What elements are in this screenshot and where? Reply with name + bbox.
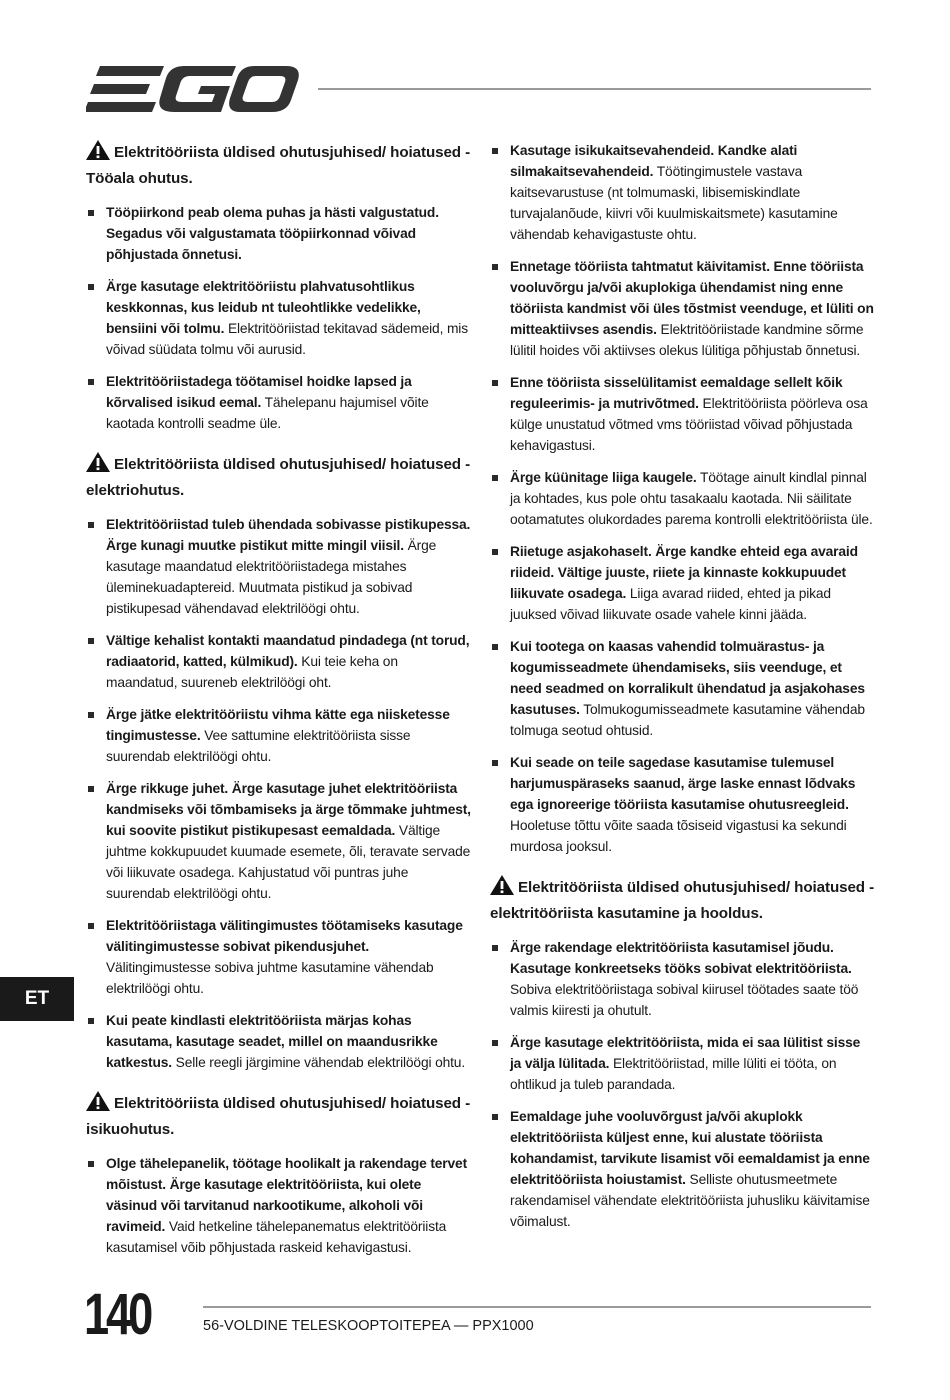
header-rule xyxy=(318,88,871,90)
list-item: Kasutage isikukaitsevahendeid. Kandke alati silmakaitsevahendeid. Töötingimustele vastava kaitsevarustuse (nt tolmumaski, libisemiskindlate turvajalanõude, kiivri või kuulmiskaitsmete) kasutamine vähendab kehavigastuste ohtu. xyxy=(490,140,875,245)
footer-rule xyxy=(203,1306,871,1308)
list-item: Ärge küünitage liiga kaugele. Töötage ainult kindlal pinnal ja kohtades, kus pole ohtu tasakaalu kaotada. Nii säilitate ootamatutes olukordades parema kontrolli elektritööriista üle. xyxy=(490,467,875,530)
bullet xyxy=(88,923,94,929)
warning-icon xyxy=(490,875,514,902)
warning-icon xyxy=(86,1091,110,1118)
list-item: Elektritööriistadega töötamisel hoidke lapsed ja kõrvalised isikud eemal. Tähelepanu hajumisel võite kaotada kontrolli seadme üle. xyxy=(86,371,471,434)
list-item: Eemaldage juhe vooluvõrgust ja/või akuplokk elektritööriista küljest enne, kui alustate tööriista kohandamist, tarvikute lisamist või eemaldamist ja enne elektritööriista hoiustamist. Selliste ohutusmeetmete rakendamisel vähendate elektritööriista juhusliku käivitamise võimalust. xyxy=(490,1106,875,1232)
list-item: Ärge kasutage elektritööriistu plahvatusohtlikus keskkonnas, kus leidub nt tuleohtlikke vedelikke, bensiini või tolmu. Elektritööriistad tekitavad sädemeid, mis võivad süüdata tolmu või aurusid. xyxy=(86,276,471,360)
bullet xyxy=(88,284,94,290)
list-item: Ärge jätke elektritööriistu vihma kätte ega niisketesse tingimustesse. Vee sattumine elektritööriista sisse suurendab elektrilöögi ohtu. xyxy=(86,704,471,767)
list-item: Ärge kasutage elektritööriista, mida ei saa lülitist sisse ja välja lülitada. Elektritööriistad, mille lüliti ei tööta, on ohtlikud ja tuleb parandada. xyxy=(490,1032,875,1095)
bullet xyxy=(88,379,94,385)
bullet xyxy=(492,148,498,154)
list-item: Riietuge asjakohaselt. Ärge kandke ehteid ega avaraid riideid. Vältige juuste, riiete ja kinnaste kokkupuudet liikuvate osadega. Liiga avarad riided, ehted ja pikad juuksed võivad liikuvate osade vahele kinni jääda. xyxy=(490,541,875,625)
list-item: Enne tööriista sisselülitamist eemaldage sellelt kõik reguleerimis- ja mutrivõtmed. Elektritööriista pöörleva osa külge unustatud võtmed vms tööriistad võivad põhjustada kehavigastusi. xyxy=(490,372,875,456)
warning-icon xyxy=(86,452,110,479)
left-column xyxy=(86,140,471,1269)
right-column xyxy=(490,140,875,1243)
list-item: Olge tähelepanelik, töötage hoolikalt ja rakendage tervet mõistust. Ärge kasutage elektritööriista, kui olete väsinud või tarvitanud narkootikume, alkoholi või ravimeid. Vaid hetkeline tähelepanematus elektritööriista kasutamisel võib põhjustada raskeid kehavigastusi. xyxy=(86,1153,471,1258)
ego-logo xyxy=(86,64,300,114)
list-item: Ärge rakendage elektritööriista kasutamisel jõudu. Kasutage konkreetseks tööks sobivat elektritööriista. Sobiva elektritööriistaga sobival kiirusel töötades saate töö valmis kiiresti ja ohutult. xyxy=(490,937,875,1021)
bullet xyxy=(492,644,498,650)
list-item: Vältige kehalist kontakti maandatud pindadega (nt torud, radiaatorid, katted, külmikud). Kui teie keha on maandatud, suureneb elektrilöögi oht. xyxy=(86,630,471,693)
list-item: Elektritööriistaga välitingimustes töötamiseks kasutage välitingimustesse sobivat pikendusjuhet. Välitingimustesse sobiva juhtme kasutamine vähendab elektrilöögi ohtu. xyxy=(86,915,471,999)
list-item: Kui seade on teile sagedase kasutamise tulemusel harjumuspäraseks saanud, ärge laske ennast lõdvaks ega ignoreerige tööriista kasutamise ohutusreegleid. Hooletuse tõttu võite saada tõsiseid vigastusi ka sekundi murdosa jooksul. xyxy=(490,752,875,857)
bullet xyxy=(492,264,498,270)
bullet xyxy=(492,1040,498,1046)
list-item: Kui tootega on kaasas vahendid tolmuärastus- ja kogumisseadmete ühendamiseks, siis veenduge, et need seadmed on korralikult ühendatud ja asjakohases kasutuses. Tolmukogumisseadmete kasutamine vähendab tolmuga seotud ohtusid. xyxy=(490,636,875,741)
bullet xyxy=(88,210,94,216)
bullet xyxy=(88,638,94,644)
bullet xyxy=(88,1018,94,1024)
bullet xyxy=(88,1161,94,1167)
list-item: Ennetage tööriista tahtmatut käivitamist. Enne tööriista vooluvõrgu ja/või akuplokiga ühendamist ning enne tööriista kandmist või üles tõstmist veenduge, et lüliti on mitteaktiivses asendis. Elektritööriistade kandmine sõrme lülitil hoides või aktiivses olekus lülitiga põhjustab õnnetusi. xyxy=(490,256,875,361)
bullet xyxy=(492,475,498,481)
warning-icon xyxy=(86,140,110,167)
bullet xyxy=(492,1114,498,1120)
page-number: 140 xyxy=(84,1282,151,1347)
section-heading-work-area: Elektritööriista üldised ohutusjuhised/ hoiatused - Tööala ohutus. xyxy=(86,140,471,190)
list-item: Ärge rikkuge juhet. Ärge kasutage juhet elektritööriista kandmiseks või tõmbamiseks ja ärge tõmmake juhtmest, kui soovite pistikut pistikupesast eemaldada. Vältige juhtme kokkupuudet kuumade esemete, õli, teravate servade või liikuvate osadega. Kahjustatud või puntras juhe suurendab elektrilöögi ohtu. xyxy=(86,778,471,904)
bullet xyxy=(88,786,94,792)
bullet xyxy=(88,712,94,718)
list-item: Kui peate kindlasti elektritööriista märjas kohas kasutama, kasutage seadet, millel on maandusrikke katkestus. Selle reegli järgimine vähendab elektrilöögi ohtu. xyxy=(86,1010,471,1073)
bullet xyxy=(492,549,498,555)
bullet xyxy=(492,945,498,951)
footer-product-title: 56-VOLDINE TELESKOOPTOITEPEA — PPX1000 xyxy=(203,1318,534,1334)
bullet xyxy=(492,760,498,766)
list-item: Elektritööriistad tuleb ühendada sobivasse pistikupessa. Ärge kunagi muutke pistikut mitte mingil viisil. Ärge kasutage maandatud elektritööriistadega mistahes üleminekuadaptereid. Muutmata pistikud ja sobivad pistikupesad vähendavad elektrilöögi ohtu. xyxy=(86,514,471,619)
section-heading-electrical: Elektritööriista üldised ohutusjuhised/ hoiatused - elektriohutus. xyxy=(86,452,471,502)
section-heading-tool-use-care: Elektritööriista üldised ohutusjuhised/ hoiatused - elektritööriista kasutamine ja hooldus. xyxy=(490,875,875,925)
bullet xyxy=(88,522,94,528)
section-heading-personal-safety: Elektritööriista üldised ohutusjuhised/ hoiatused - isikuohutus. xyxy=(86,1091,471,1141)
bullet xyxy=(492,380,498,386)
language-tab: ET xyxy=(0,977,74,1021)
list-item: Tööpiirkond peab olema puhas ja hästi valgustatud. Segadus või valgustamata tööpiirkonnad võivad põhjustada õnnetusi. xyxy=(86,202,471,265)
